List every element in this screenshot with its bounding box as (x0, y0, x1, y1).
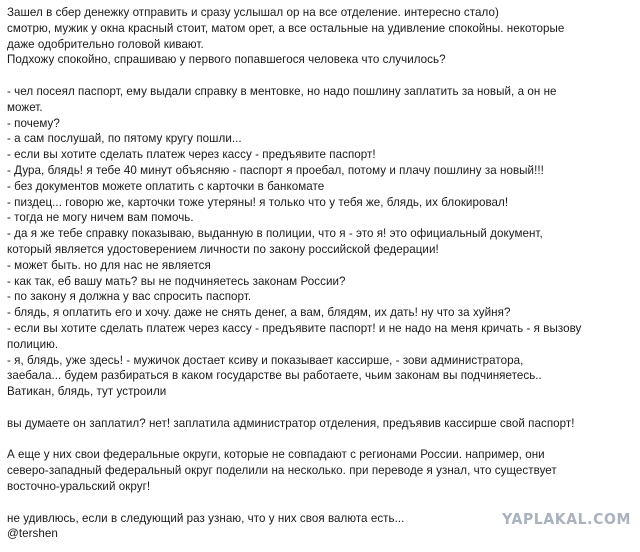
text-line: - если вы хотите сделать платеж через кассу - предъявите паспорт! (7, 148, 376, 162)
text-line: - я, блядь, уже здесь! - мужичок достает ксиву и показывает кассирше, - зови администратора, (7, 353, 524, 367)
text-line: Ватикан, блядь, тут устроили (7, 385, 167, 399)
text-line: - Дура, блядь! я тебе 40 минут объясняю - паспорт я проебал, потому и плачу пошлину за новый!!! (7, 163, 544, 177)
text-line: - чел посеял паспорт, ему выдали справку в ментовке, но надо пошлину заплатить за новый, а он не (7, 84, 557, 98)
text-line: - по закону я должна у вас спросить паспорт. (7, 290, 252, 304)
text-line: - да я же тебе справку показываю, выданную в полиции, что я - это я! это официальный документ, (7, 227, 543, 241)
text-line: - блядь, я оплатить его и хочу. даже не снять денег, а вам, блядям, их дать! ну что за хуйня? (7, 306, 511, 320)
text-line: - может быть. но для нас не является (7, 258, 211, 272)
text-line: Зашел в сбер денежку отправить и сразу услышал ор на все отделение. интересно стало) (7, 6, 499, 19)
text-line: заебала... будем разбираться в каком государстве вы работаете, чьим законам вы подчиняетесь.. (7, 369, 542, 383)
text-line: - если вы хотите сделать платеж через кассу - предъявите паспорт! и не надо на меня кричать - я вызову (7, 321, 582, 335)
text-line: - без документов можете оплатить с карточки в банкомате (7, 179, 325, 193)
text-line: может. (7, 100, 43, 114)
paragraph-gap (7, 432, 637, 448)
paragraph-gap (7, 68, 637, 84)
paragraph-gap (7, 495, 637, 511)
text-line: полицию. (7, 337, 59, 351)
text-line: не удивлюсь, если в следующий раз узнаю, что у них своя валюта есть... (7, 511, 405, 525)
text-line: @tershen (7, 527, 58, 541)
post-text (7, 5, 637, 542)
text-line: смотрю, мужик у окна красный стоит, матом орет, а все остальные на удивление спокойны. некоторые (7, 21, 565, 35)
text-line: - как так, еб вашу мать? вы не подчиняетесь законам России? (7, 274, 346, 288)
text-line: - почему? (7, 116, 60, 130)
text-line: - тогда не могу ничем вам помочь. (7, 211, 194, 225)
text-line: который является удостоверением личности по закону российской федерации! (7, 242, 439, 256)
watermark-logo: YAPLAKAL.COM (502, 511, 631, 529)
text-line: А еще у них свои федеральные округи, которые не совпадают с регионами России. например, они (7, 448, 545, 462)
text-line: северо-западный федеральный округ поделили на несколько. при переводе я узнал, что существует (7, 464, 557, 478)
text-line: даже одобрительно головой кивают. (7, 37, 204, 51)
text-line: восточно-уральский округ! (7, 479, 151, 493)
text-line: вы думаете он заплатил? нет! заплатила администратор отделения, предъявив кассирше свой паспорт! (7, 416, 575, 430)
paragraph-gap (7, 400, 637, 416)
text-line: Подхожу спокойно, спрашиваю у первого попавшегося человека что случилось? (7, 53, 446, 67)
text-line: - пиздец... говорю же, карточки тоже утеряны! я только что у тебя же, блядь, их блокировал! (7, 195, 509, 209)
text-line: - а сам послушай, по пятому кругу пошли... (7, 132, 242, 146)
